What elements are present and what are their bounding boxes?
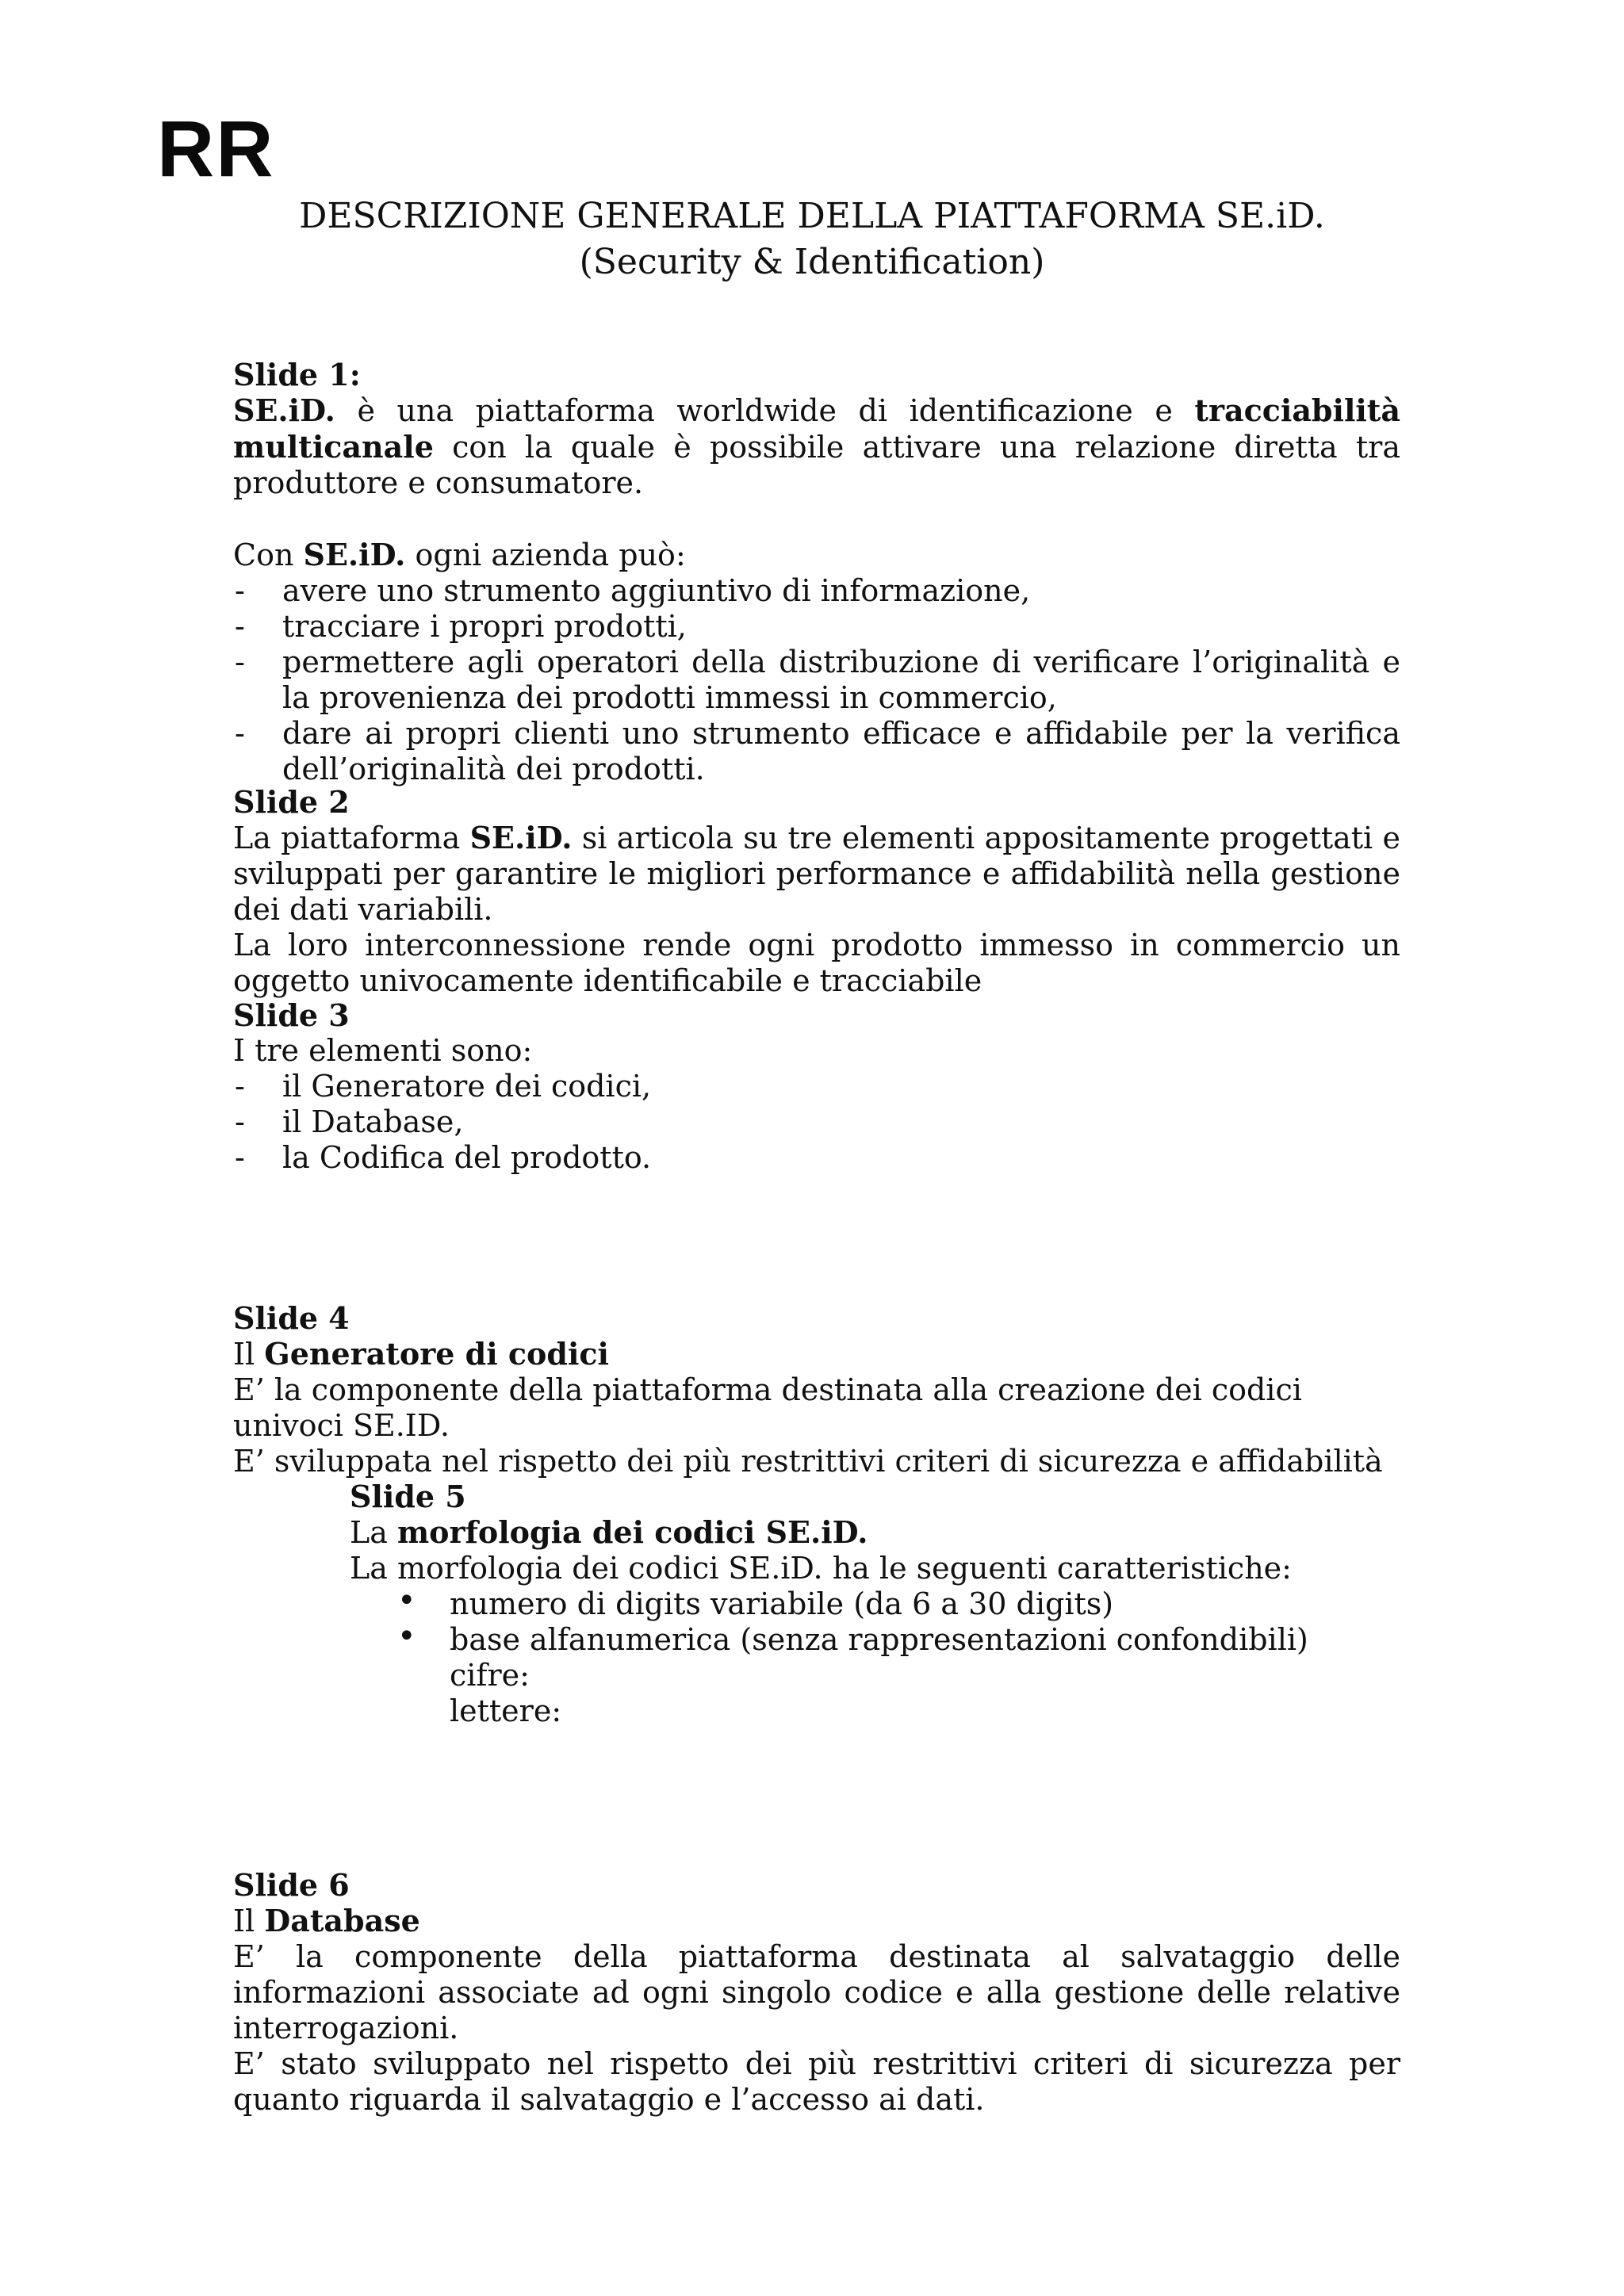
slide-6-paragraph-2: E’ stato sviluppato nel rispetto dei più restrittivi criteri di sicurezza per quanto riguarda il salvataggio e l’accesso ai dati.: [233, 2046, 1400, 2117]
slide-2-section: [233, 784, 1400, 999]
brand-name: SE.iD.: [303, 537, 406, 572]
slide-5-sub-line-lettere: lettere:: [450, 1693, 562, 1728]
slide-1-con-line: [233, 537, 1400, 573]
list-item: - il Database,: [235, 1104, 464, 1139]
list-item: - la Codifica del prodotto.: [235, 1140, 652, 1175]
list-item: - permettere agli operatori della distribuzione di verificare l’originalità e la provenienza dei prodotti immessi in commercio,: [235, 645, 1400, 715]
rr-logo: RR: [157, 105, 275, 193]
list-item: - avere uno strumento aggiuntivo di informazione,: [235, 573, 1031, 608]
slide-3-list: [233, 1069, 1400, 1176]
slide-5-subtitle: La morfologia dei codici SE.iD.: [350, 1514, 868, 1550]
list-item: - il Generatore dei codici,: [235, 1069, 652, 1104]
slide-5-sub-line-cifre: cifre:: [450, 1658, 530, 1693]
slide-2-paragraph-1: La piattaforma SE.iD. si articola su tre elementi appositamente progettati e sviluppati per garantire le migliori performance e affidabilità nella gestione dei dati variabili.: [233, 820, 1400, 927]
slide-1-heading: Slide 1:: [233, 357, 361, 392]
slide-2-heading: Slide 2: [233, 784, 350, 820]
slide-5-intro: La morfologia dei codici SE.iD. ha le seguenti caratteristiche:: [350, 1551, 1292, 1586]
slide-4-heading: Slide 4: [233, 1300, 350, 1336]
title-line-2: (Security & Identification): [579, 242, 1045, 282]
slide-3-heading: Slide 3: [233, 997, 350, 1033]
slide-3-section: [233, 997, 1400, 1176]
title-line-1: DESCRIZIONE GENERALE DELLA PIATTAFORMA SE.iD.: [299, 196, 1325, 236]
list-item: - dare ai propri clienti uno strumento efficace e affidabile per la verifica dell’originalità dei prodotti.: [235, 716, 1400, 786]
bullet-icon: •: [397, 1582, 416, 1619]
slide-1-intro-text-1: è una piattaforma worldwide di identificazione e: [335, 393, 1195, 428]
brand-name: SE.iD.: [469, 820, 573, 855]
slide-5-bullets: [350, 1582, 1381, 1658]
slide-1-list: [233, 573, 1400, 787]
slide-3-intro: I tre elementi sono:: [233, 1033, 533, 1068]
slide-6-paragraph-1: E’ la componente della piattaforma destinata al salvataggio delle informazioni associate ad ogni singolo codice e alla gestione delle relative interrogazioni.: [233, 1939, 1400, 2045]
list-item: - tracciare i propri prodotti,: [235, 609, 687, 644]
slide-4-section: [233, 1300, 1400, 1479]
slide-1-intro-text-2: con la quale è possibile attivare una relazione diretta tra produttore e consumatore.: [233, 430, 1400, 500]
document-title: [0, 193, 1624, 285]
slide-5-heading: Slide 5: [350, 1479, 466, 1514]
slide-4-paragraph-1: E’ la componente della piattaforma destinata alla creazione dei codici univoci SE.ID.: [233, 1372, 1302, 1443]
list-item: • base alfanumerica (senza rappresentazioni confondibili): [397, 1618, 1308, 1657]
bullet-icon: •: [397, 1618, 416, 1655]
slide-1-section: [233, 357, 1400, 787]
slide-2-paragraph-2: La loro interconnessione rende ogni prodotto immesso in commercio un oggetto univocamente identificabile e tracciabile: [233, 928, 1400, 998]
slide-1-con-text-1: Con: [233, 538, 304, 572]
slide-6-subtitle: Il Database: [233, 1903, 420, 1938]
slide-6-section: [233, 1867, 1400, 2118]
slide-1-con-text-2: ogni azienda può:: [405, 538, 686, 572]
slide-5-section: [350, 1479, 1381, 1729]
slide-1-intro: [233, 392, 1400, 501]
slide-4-subtitle: Il Generatore di codici: [233, 1336, 609, 1372]
brand-name: SE.iD.: [233, 392, 335, 428]
slide-4-paragraph-2: E’ sviluppata nel rispetto dei più restrittivi criteri di sicurezza e affidabilità: [233, 1444, 1383, 1479]
slide-6-heading: Slide 6: [233, 1867, 350, 1903]
slide-1-intro-emphasis: tracciabilità multicanale: [233, 392, 1400, 465]
list-item: • numero di digits variabile (da 6 a 30 digits): [397, 1582, 1114, 1621]
